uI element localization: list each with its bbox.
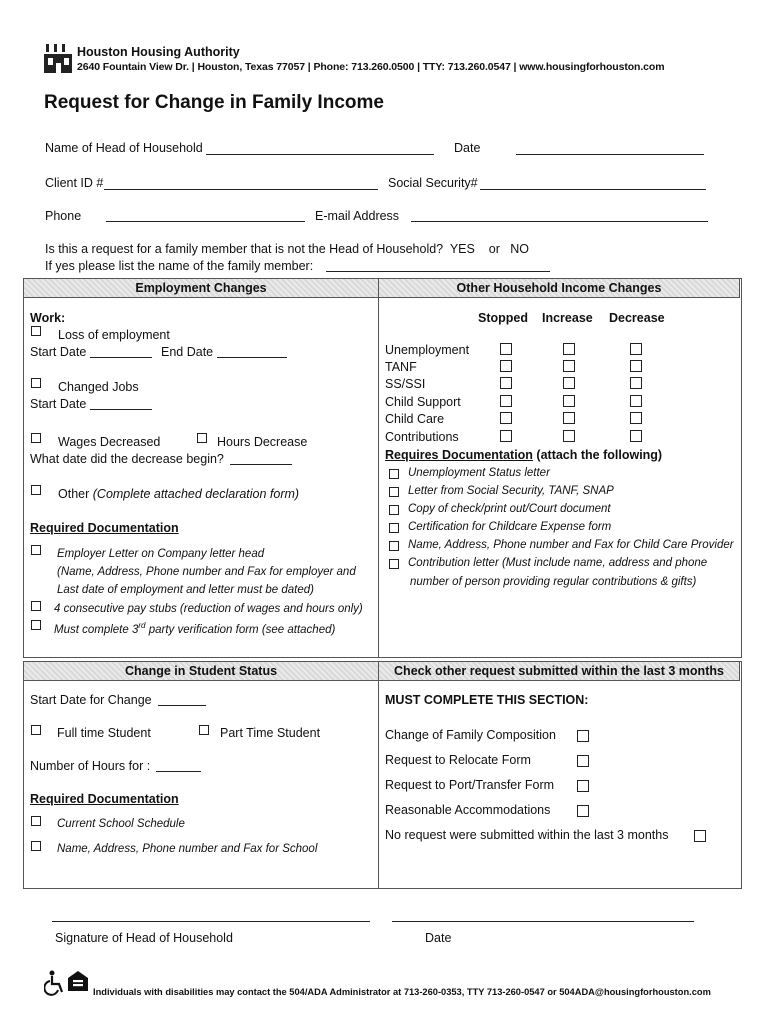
date-field[interactable] xyxy=(516,154,704,155)
part-time-label: Part Time Student xyxy=(220,726,321,740)
employer-letter-line3: Last date of employment and letter must be dated) xyxy=(57,584,314,596)
loss-start-date-label: Start Date xyxy=(30,345,87,359)
income-req-doc-label xyxy=(385,448,662,462)
contributions-decrease-checkbox[interactable] xyxy=(630,430,642,442)
income-row-ssi: SS/SSI xyxy=(385,377,426,391)
doc-contribution-label: Contribution letter (Must include name, address and phone xyxy=(408,557,708,569)
contributions-increase-checkbox[interactable] xyxy=(563,430,575,442)
changed-jobs-start-field[interactable] xyxy=(90,409,152,410)
wheelchair-icon xyxy=(44,970,66,996)
ssi-decrease-checkbox[interactable] xyxy=(630,377,642,389)
request-port-checkbox[interactable] xyxy=(577,780,589,792)
school-schedule-checkbox[interactable] xyxy=(31,816,41,826)
verification-sup: rd xyxy=(138,621,146,630)
signature-date-field[interactable] xyxy=(392,921,694,922)
must-complete-label: MUST COMPLETE THIS SECTION: xyxy=(385,693,589,707)
full-time-checkbox[interactable] xyxy=(31,725,41,735)
tanf-stopped-checkbox[interactable] xyxy=(500,360,512,372)
doc-check-copy-checkbox[interactable] xyxy=(389,505,399,515)
email-field[interactable] xyxy=(411,221,708,222)
email-label: E-mail Address xyxy=(315,209,400,223)
request-relocate-label: Request to Relocate Form xyxy=(385,753,531,767)
income-row-tanf: TANF xyxy=(385,360,417,374)
doc-childcare-cert-checkbox[interactable] xyxy=(389,523,399,533)
school-contact-label: Name, Address, Phone number and Fax for School xyxy=(57,843,318,855)
unemployment-increase-checkbox[interactable] xyxy=(563,343,575,355)
col-stopped: Stopped xyxy=(478,311,528,325)
doc-contribution-checkbox[interactable] xyxy=(389,559,399,569)
request-none-checkbox[interactable] xyxy=(694,830,706,842)
work-label: Work: xyxy=(30,311,66,325)
verification-pre: Must complete 3 xyxy=(54,623,139,636)
signature-field[interactable] xyxy=(52,921,370,922)
student-start-date-label: Start Date for Change xyxy=(30,693,152,707)
decrease-date-field[interactable] xyxy=(230,464,292,465)
child-support-increase-checkbox[interactable] xyxy=(563,395,575,407)
client-id-field[interactable] xyxy=(104,189,378,190)
other-income-header: Other Household Income Changes xyxy=(378,278,740,298)
tanf-increase-checkbox[interactable] xyxy=(563,360,575,372)
request-family-composition-label: Change of Family Composition xyxy=(385,728,556,742)
child-support-stopped-checkbox[interactable] xyxy=(500,395,512,407)
family-member-field[interactable] xyxy=(326,271,550,272)
employment-header: Employment Changes xyxy=(23,278,379,298)
changed-jobs-start-label: Start Date xyxy=(30,397,87,411)
other-checkbox[interactable] xyxy=(31,485,41,495)
ssi-increase-checkbox[interactable] xyxy=(563,377,575,389)
verification-form-checkbox[interactable] xyxy=(31,620,41,630)
employment-req-doc-label: Required Documentation xyxy=(30,521,179,535)
unemployment-stopped-checkbox[interactable] xyxy=(500,343,512,355)
tanf-decrease-checkbox[interactable] xyxy=(630,360,642,372)
hours-decrease-checkbox[interactable] xyxy=(197,433,207,443)
changed-jobs-label: Changed Jobs xyxy=(58,380,139,394)
list-name-label: If yes please list the name of the family member: xyxy=(45,259,314,273)
footer-text: Individuals with disabilities may contact the 504/ADA Administrator at 713-260-0353, TTY 713-260-0547 or 504ADA@housingforhouston.com xyxy=(93,987,711,997)
contributions-stopped-checkbox[interactable] xyxy=(500,430,512,442)
doc-contribution-cont: number of person providing regular contributions & gifts) xyxy=(410,576,697,588)
wages-decreased-checkbox[interactable] xyxy=(31,433,41,443)
loss-end-date-label: End Date xyxy=(161,345,214,359)
child-support-decrease-checkbox[interactable] xyxy=(630,395,642,407)
client-id-label: Client ID # xyxy=(45,176,104,190)
part-time-checkbox[interactable] xyxy=(199,725,209,735)
hha-logo-icon xyxy=(44,44,74,74)
date-label: Date xyxy=(454,141,481,155)
doc-ss-letter-checkbox[interactable] xyxy=(389,487,399,497)
head-name-field[interactable] xyxy=(206,154,434,155)
income-row-contributions: Contributions xyxy=(385,430,459,444)
col-increase: Increase xyxy=(542,311,593,325)
verification-post: party verification form (see attached) xyxy=(145,623,336,636)
hours-decrease-label: Hours Decrease xyxy=(217,435,308,449)
employer-letter-checkbox[interactable] xyxy=(31,545,41,555)
income-row-child-care: Child Care xyxy=(385,412,445,426)
other-label-text: Other xyxy=(58,487,90,501)
child-care-stopped-checkbox[interactable] xyxy=(500,412,512,424)
doc-unemployment-label: Unemployment Status letter xyxy=(408,467,550,479)
loss-end-date-field[interactable] xyxy=(217,357,287,358)
doc-childcare-provider-checkbox[interactable] xyxy=(389,541,399,551)
doc-childcare-provider-label: Name, Address, Phone number and Fax for Child Care Provider xyxy=(408,539,734,551)
wages-decreased-label: Wages Decreased xyxy=(58,435,161,449)
school-schedule-label: Current School Schedule xyxy=(57,818,185,830)
decrease-date-label: What date did the decrease begin? xyxy=(30,452,224,466)
form-title: Request for Change in Family Income xyxy=(44,92,384,113)
signature-label: Signature of Head of Household xyxy=(55,931,233,945)
ssn-field[interactable] xyxy=(480,189,706,190)
request-accommodations-label: Reasonable Accommodations xyxy=(385,803,551,817)
loss-start-date-field[interactable] xyxy=(90,357,152,358)
phone-label: Phone xyxy=(45,209,82,223)
loss-of-employment-checkbox[interactable] xyxy=(31,326,41,336)
unemployment-decrease-checkbox[interactable] xyxy=(630,343,642,355)
other-label xyxy=(58,487,299,501)
hours-field[interactable] xyxy=(156,771,201,772)
child-care-decrease-checkbox[interactable] xyxy=(630,412,642,424)
changed-jobs-checkbox[interactable] xyxy=(31,378,41,388)
equal-housing-icon xyxy=(67,970,89,994)
doc-childcare-cert-label: Certification for Childcare Expense form xyxy=(408,521,612,533)
child-care-increase-checkbox[interactable] xyxy=(563,412,575,424)
request-relocate-checkbox[interactable] xyxy=(577,755,589,767)
ssi-stopped-checkbox[interactable] xyxy=(500,377,512,389)
ssn-label: Social Security# xyxy=(388,176,478,190)
doc-ss-letter-label: Letter from Social Security, TANF, SNAP xyxy=(408,485,614,497)
pay-stubs-checkbox[interactable] xyxy=(31,601,41,611)
head-name-label: Name of Head of Household xyxy=(45,141,203,155)
phone-field[interactable] xyxy=(106,221,305,222)
hours-label: Number of Hours for : xyxy=(30,759,151,773)
income-req-doc-title: Requires Documentation xyxy=(385,448,533,462)
student-header: Change in Student Status xyxy=(23,661,379,681)
other-requests-header: Check other request submitted within the last 3 months xyxy=(378,661,740,681)
doc-check-copy-label: Copy of check/print out/Court document xyxy=(408,503,611,515)
col-decrease: Decrease xyxy=(609,311,665,325)
request-port-label: Request to Port/Transfer Form xyxy=(385,778,555,792)
request-question: Is this a request for a family member that is not the Head of Household? YES or NO xyxy=(45,242,530,256)
student-req-doc-label: Required Documentation xyxy=(30,792,179,806)
org-name: Houston Housing Authority xyxy=(77,45,240,59)
other-note: (Complete attached declaration form) xyxy=(92,487,300,501)
loss-of-employment-label: Loss of employment xyxy=(58,328,170,342)
request-accommodations-checkbox[interactable] xyxy=(577,805,589,817)
income-row-unemployment: Unemployment xyxy=(385,343,470,357)
school-contact-checkbox[interactable] xyxy=(31,841,41,851)
student-start-date-field[interactable] xyxy=(158,705,206,706)
employer-letter-line2: (Name, Address, Phone number and Fax for employer and xyxy=(57,566,356,578)
income-row-child-support: Child Support xyxy=(385,395,461,409)
employer-letter-line1: Employer Letter on Company letter head xyxy=(57,548,265,560)
income-req-doc-suffix: (attach the following) xyxy=(532,448,663,462)
doc-unemployment-checkbox[interactable] xyxy=(389,469,399,479)
org-address: 2640 Fountain View Dr. | Houston, Texas 77057 | Phone: 713.260.0500 | TTY: 713.260.0547 | www.housingforhouston.com xyxy=(77,61,665,73)
signature-date-label: Date xyxy=(425,931,452,945)
full-time-label: Full time Student xyxy=(57,726,151,740)
pay-stubs-label: 4 consecutive pay stubs (reduction of wages and hours only) xyxy=(54,603,363,615)
verification-form-label xyxy=(54,621,335,636)
request-family-composition-checkbox[interactable] xyxy=(577,730,589,742)
request-none-label: No request were submitted within the last 3 months xyxy=(385,828,669,842)
